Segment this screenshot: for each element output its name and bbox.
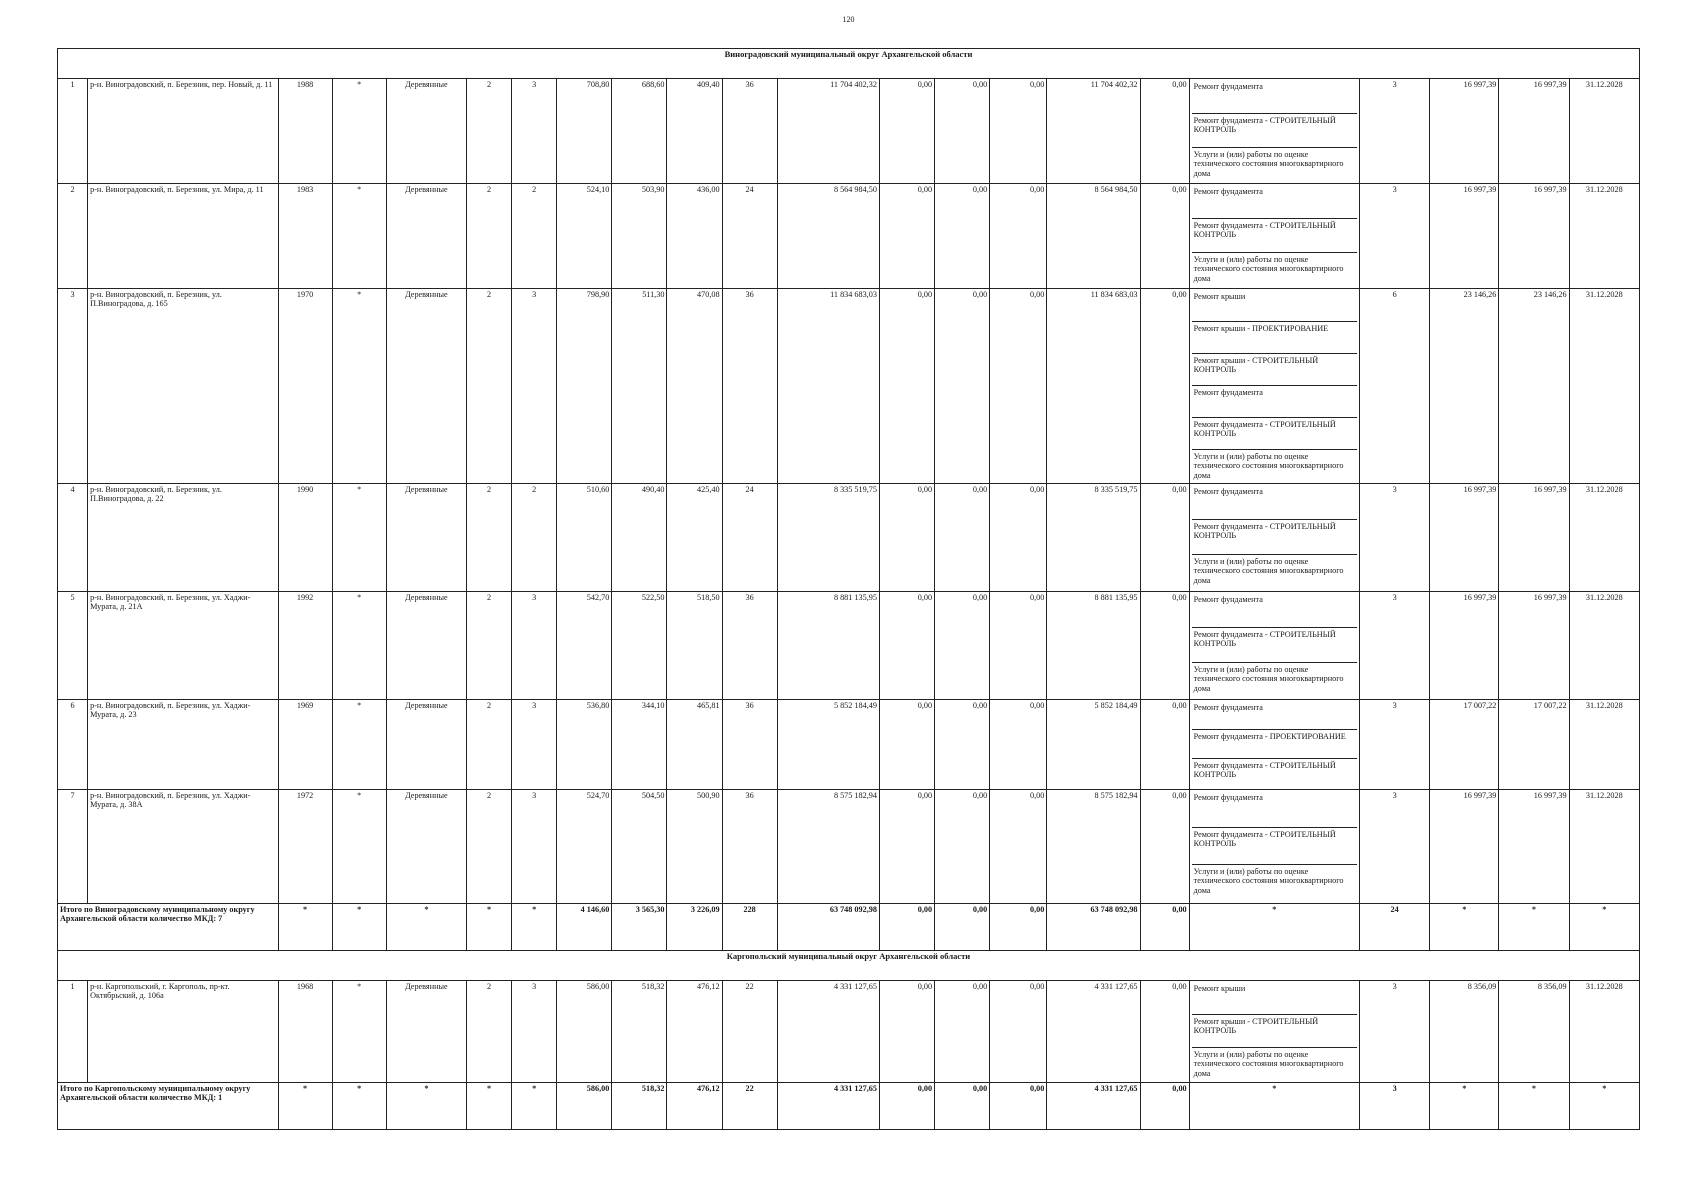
fund-own-cell: 11 834 683,03 [1047,289,1140,484]
cost-total-cell: 4 331 127,65 [777,981,879,1083]
renov-cell: * [332,484,386,592]
total-works: * [1189,1083,1359,1130]
area-own-cell: 476,12 [667,981,722,1083]
area-own-cell: 465,81 [667,700,722,790]
area-own-cell: 436,00 [667,184,722,289]
row-number: 4 [58,484,88,592]
work-item: Ремонт фундамента [1192,185,1357,219]
works-list [1192,290,1357,482]
works-count-cell: 3 [1360,79,1430,184]
row-number: 1 [58,79,88,184]
fund-other-cell: 0,00 [1140,790,1189,904]
area-res-cell: 344,10 [612,700,667,790]
unit-max-cell: 16 997,39 [1499,592,1569,700]
table-row [58,981,1640,1083]
area-total-cell: 510,60 [557,484,612,592]
floors-cell: 2 [466,790,511,904]
year-cell: 1970 [278,289,332,484]
year-cell: 1969 [278,700,332,790]
works-list [1192,593,1357,698]
work-item: Ремонт крыши - ПРОЕКТИРОВАНИЕ [1192,322,1357,354]
total-fund-own: 63 748 092,98 [1047,904,1140,951]
fund-fed-cell: 0,00 [879,184,934,289]
entrances-cell: 3 [512,790,557,904]
works-list [1192,485,1357,590]
total-fund-other: 0,00 [1140,1083,1189,1130]
fund-other-cell: 0,00 [1140,79,1189,184]
total-deadline: * [1569,1083,1639,1130]
fund-mun-cell: 0,00 [990,484,1047,592]
area-total-cell: 524,70 [557,790,612,904]
walls-cell: Деревянные [386,289,466,484]
works-count-cell: 3 [1360,592,1430,700]
row-number: 2 [58,184,88,289]
section-header-row [58,49,1640,79]
renov-cell: * [332,981,386,1083]
address-cell: р-н. Виноградовский, п. Березник, ул. Хаджи-Мурата, д. 21А [88,592,278,700]
table-row [58,700,1640,790]
unit-cost-cell: 16 997,39 [1430,484,1499,592]
residents-cell: 22 [722,981,777,1083]
cost-total-cell: 11 834 683,03 [777,289,879,484]
fund-fed-cell: 0,00 [879,592,934,700]
work-item: Ремонт фундамента - СТРОИТЕЛЬНЫЙ КОНТРОЛЬ [1192,520,1357,555]
entrances-cell: 3 [512,981,557,1083]
fund-reg-cell: 0,00 [935,484,990,592]
work-item: Ремонт фундамента [1192,386,1357,418]
works-count-cell: 6 [1360,289,1430,484]
fund-other-cell: 0,00 [1140,289,1189,484]
total-entrances: * [512,904,557,951]
floors-cell: 2 [466,700,511,790]
total-fund-fed: 0,00 [879,1083,934,1130]
total-area-res: 3 565,30 [612,904,667,951]
fund-own-cell: 8 564 984,50 [1047,184,1140,289]
row-number: 1 [58,981,88,1083]
area-total-cell: 524,10 [557,184,612,289]
works-count-cell: 3 [1360,700,1430,790]
work-item: Услуги и (или) работы по оценке технического состояния многоквартирного дома [1193,1050,1344,1078]
fund-fed-cell: 0,00 [879,289,934,484]
works-cell [1189,790,1359,904]
work-item: Ремонт фундамента - СТРОИТЕЛЬНЫЙ КОНТРОЛЬ [1192,418,1357,450]
works-cell [1189,184,1359,289]
fund-fed-cell: 0,00 [879,79,934,184]
unit-max-cell: 16 997,39 [1499,484,1569,592]
fund-own-cell: 8 881 135,95 [1047,592,1140,700]
residents-cell: 36 [722,592,777,700]
unit-max-cell: 23 146,26 [1499,289,1569,484]
work-item: Ремонт фундамента [1192,791,1357,828]
fund-mun-cell: 0,00 [990,700,1047,790]
total-floors: * [466,904,511,951]
fund-mun-cell: 0,00 [990,79,1047,184]
floors-cell: 2 [466,184,511,289]
table-row [58,289,1640,484]
work-item: Услуги и (или) работы по оценке технического состояния многоквартирного дома [1193,867,1344,895]
program-table-wrapper [57,48,1640,1130]
total-count: 3 [1360,1083,1430,1130]
address-cell: р-н. Виноградовский, п. Березник, ул. Мира, д. 11 [88,184,278,289]
address-cell: р-н. Виноградовский, п. Березник, ул. Хаджи-Мурата, д. 23 [88,700,278,790]
works-cell [1189,79,1359,184]
unit-cost-cell: 16 997,39 [1430,790,1499,904]
work-item: Ремонт фундамента - СТРОИТЕЛЬНЫЙ КОНТРОЛЬ [1192,828,1357,865]
area-res-cell: 504,50 [612,790,667,904]
total-residents: 22 [722,1083,777,1130]
address-cell: р-н. Виноградовский, п. Березник, ул. П.Виноградова, д. 165 [88,289,278,484]
fund-other-cell: 0,00 [1140,484,1189,592]
entrances-cell: 3 [512,700,557,790]
area-res-cell: 522,50 [612,592,667,700]
total-count: 24 [1360,904,1430,951]
unit-max-cell: 16 997,39 [1499,184,1569,289]
unit-cost-cell: 17 007,22 [1430,700,1499,790]
fund-reg-cell: 0,00 [935,700,990,790]
floors-cell: 2 [466,484,511,592]
total-fund-mun: 0,00 [990,904,1047,951]
cost-total-cell: 8 564 984,50 [777,184,879,289]
entrances-cell: 2 [512,184,557,289]
work-item: Ремонт фундамента - СТРОИТЕЛЬНЫЙ КОНТРОЛЬ [1192,628,1357,663]
total-unit-cost: * [1430,904,1499,951]
table-row [58,592,1640,700]
walls-cell: Деревянные [386,981,466,1083]
area-total-cell: 708,80 [557,79,612,184]
year-cell: 1968 [278,981,332,1083]
work-item: Услуги и (или) работы по оценке технического состояния многоквартирного дома [1193,665,1344,693]
area-res-cell: 503,90 [612,184,667,289]
work-item: Ремонт крыши - СТРОИТЕЛЬНЫЙ КОНТРОЛЬ [1192,1015,1357,1048]
cost-total-cell: 8 881 135,95 [777,592,879,700]
work-item: Услуги и (или) работы по оценке технического состояния многоквартирного дома [1193,255,1344,283]
row-number: 5 [58,592,88,700]
total-area-own: 3 226,09 [667,904,722,951]
walls-cell: Деревянные [386,484,466,592]
cost-total-cell: 5 852 184,49 [777,700,879,790]
deadline-cell: 31.12.2028 [1569,484,1639,592]
total-unit-cost: * [1430,1083,1499,1130]
total-fund-other: 0,00 [1140,904,1189,951]
deadline-cell: 31.12.2028 [1569,289,1639,484]
works-cell [1189,289,1359,484]
deadline-cell: 31.12.2028 [1569,184,1639,289]
floors-cell: 2 [466,79,511,184]
area-res-cell: 490,40 [612,484,667,592]
year-cell: 1992 [278,592,332,700]
walls-cell: Деревянные [386,592,466,700]
total-area-total: 586,00 [557,1083,612,1130]
floors-cell: 2 [466,981,511,1083]
total-fund-mun: 0,00 [990,1083,1047,1130]
work-item: Ремонт фундамента - СТРОИТЕЛЬНЫЙ КОНТРОЛЬ [1192,114,1357,148]
works-list [1192,185,1357,287]
program-table [57,48,1640,1130]
work-item: Услуги и (или) работы по оценке технического состояния многоквартирного дома [1193,557,1344,585]
year-cell: 1983 [278,184,332,289]
table-row [58,79,1640,184]
fund-fed-cell: 0,00 [879,790,934,904]
fund-own-cell: 11 704 402,32 [1047,79,1140,184]
work-item: Ремонт крыши - СТРОИТЕЛЬНЫЙ КОНТРОЛЬ [1192,354,1357,386]
cost-total-cell: 8 335 519,75 [777,484,879,592]
fund-mun-cell: 0,00 [990,592,1047,700]
unit-cost-cell: 8 356,09 [1430,981,1499,1083]
residents-cell: 36 [722,700,777,790]
works-list [1192,80,1357,182]
cost-total-cell: 11 704 402,32 [777,79,879,184]
renov-cell: * [332,700,386,790]
work-item: Ремонт фундамента - СТРОИТЕЛЬНЫЙ КОНТРОЛЬ [1192,219,1357,253]
total-renov: * [332,1083,386,1130]
total-fund-own: 4 331 127,65 [1047,1083,1140,1130]
deadline-cell: 31.12.2028 [1569,981,1639,1083]
work-item: Ремонт крыши [1192,982,1357,1015]
fund-own-cell: 8 575 182,94 [1047,790,1140,904]
year-cell: 1988 [278,79,332,184]
row-number: 3 [58,289,88,484]
work-item: Ремонт фундамента [1192,485,1357,520]
year-cell: 1972 [278,790,332,904]
entrances-cell: 3 [512,592,557,700]
fund-reg-cell: 0,00 [935,981,990,1083]
total-cost-total: 4 331 127,65 [777,1083,879,1130]
section-title: Каргопольский муниципальный округ Архангельской области [58,951,1640,981]
works-count-cell: 3 [1360,790,1430,904]
unit-max-cell: 17 007,22 [1499,700,1569,790]
deadline-cell: 31.12.2028 [1569,592,1639,700]
total-fund-fed: 0,00 [879,904,934,951]
residents-cell: 36 [722,289,777,484]
work-item: Ремонт фундамента [1192,80,1357,114]
work-item: Ремонт фундамента [1192,701,1357,730]
fund-other-cell: 0,00 [1140,981,1189,1083]
area-res-cell: 688,60 [612,79,667,184]
works-cell [1189,484,1359,592]
unit-max-cell: 16 997,39 [1499,790,1569,904]
address-cell: р-н. Виноградовский, п. Березник, пер. Новый, д. 11 [88,79,278,184]
area-res-cell: 511,30 [612,289,667,484]
section-title: Виноградовский муниципальный округ Архангельской области [58,49,1640,79]
works-count-cell: 3 [1360,484,1430,592]
total-area-own: 476,12 [667,1083,722,1130]
fund-own-cell: 8 335 519,75 [1047,484,1140,592]
fund-other-cell: 0,00 [1140,184,1189,289]
work-item: Услуги и (или) работы по оценке технического состояния многоквартирного дома [1193,452,1344,480]
area-total-cell: 798,90 [557,289,612,484]
work-item: Ремонт фундамента - ПРОЕКТИРОВАНИЕ [1192,730,1357,759]
year-cell: 1990 [278,484,332,592]
unit-cost-cell: 16 997,39 [1430,184,1499,289]
fund-own-cell: 5 852 184,49 [1047,700,1140,790]
total-unit-max: * [1499,1083,1569,1130]
page-number: 120 [842,15,855,24]
walls-cell: Деревянные [386,184,466,289]
works-cell [1189,981,1359,1083]
renov-cell: * [332,184,386,289]
total-cost-total: 63 748 092,98 [777,904,879,951]
fund-reg-cell: 0,00 [935,79,990,184]
row-number: 6 [58,700,88,790]
total-row [58,1083,1640,1130]
area-total-cell: 536,80 [557,700,612,790]
renov-cell: * [332,79,386,184]
area-res-cell: 518,32 [612,981,667,1083]
area-own-cell: 409,40 [667,79,722,184]
total-deadline: * [1569,904,1639,951]
fund-other-cell: 0,00 [1140,592,1189,700]
area-own-cell: 470,08 [667,289,722,484]
area-own-cell: 500,90 [667,790,722,904]
work-item: Ремонт фундамента - СТРОИТЕЛЬНЫЙ КОНТРОЛЬ [1193,761,1336,780]
fund-reg-cell: 0,00 [935,592,990,700]
section-header-row [58,951,1640,981]
total-renov: * [332,904,386,951]
works-cell [1189,592,1359,700]
works-list [1192,982,1357,1081]
area-total-cell: 542,70 [557,592,612,700]
total-label: Итого по Каргопольскому муниципальному округу Архангельской области количество МКД: 1 [58,1083,279,1130]
total-fund-reg: 0,00 [935,904,990,951]
fund-reg-cell: 0,00 [935,289,990,484]
total-works: * [1189,904,1359,951]
table-row [58,184,1640,289]
works-count-cell: 3 [1360,184,1430,289]
residents-cell: 36 [722,790,777,904]
address-cell: р-н. Виноградовский, п. Березник, ул. Хаджи-Мурата, д. 38А [88,790,278,904]
residents-cell: 36 [722,79,777,184]
total-walls: * [386,1083,466,1130]
entrances-cell: 2 [512,484,557,592]
table-row [58,484,1640,592]
works-list [1192,701,1357,788]
deadline-cell: 31.12.2028 [1569,700,1639,790]
total-year: * [278,1083,332,1130]
area-own-cell: 425,40 [667,484,722,592]
works-list [1192,791,1357,902]
work-item: Услуги и (или) работы по оценке технического состояния многоквартирного дома [1193,150,1344,178]
floors-cell: 2 [466,289,511,484]
unit-max-cell: 8 356,09 [1499,981,1569,1083]
residents-cell: 24 [722,184,777,289]
total-unit-max: * [1499,904,1569,951]
residents-cell: 24 [722,484,777,592]
deadline-cell: 31.12.2028 [1569,79,1639,184]
total-residents: 228 [722,904,777,951]
fund-fed-cell: 0,00 [879,981,934,1083]
renov-cell: * [332,790,386,904]
total-entrances: * [512,1083,557,1130]
entrances-cell: 3 [512,289,557,484]
fund-fed-cell: 0,00 [879,484,934,592]
total-area-res: 518,32 [612,1083,667,1130]
fund-mun-cell: 0,00 [990,184,1047,289]
works-cell [1189,700,1359,790]
fund-mun-cell: 0,00 [990,981,1047,1083]
walls-cell: Деревянные [386,700,466,790]
work-item: Ремонт крыши [1192,290,1357,322]
fund-reg-cell: 0,00 [935,184,990,289]
total-label: Итого по Виноградовскому муниципальному округу Архангельской области количество МКД: 7 [58,904,279,951]
unit-max-cell: 16 997,39 [1499,79,1569,184]
address-cell: р-н. Виноградовский, п. Березник, ул. П.Виноградова, д. 22 [88,484,278,592]
total-year: * [278,904,332,951]
entrances-cell: 3 [512,79,557,184]
unit-cost-cell: 16 997,39 [1430,79,1499,184]
floors-cell: 2 [466,592,511,700]
cost-total-cell: 8 575 182,94 [777,790,879,904]
renov-cell: * [332,289,386,484]
total-walls: * [386,904,466,951]
unit-cost-cell: 23 146,26 [1430,289,1499,484]
total-floors: * [466,1083,511,1130]
fund-own-cell: 4 331 127,65 [1047,981,1140,1083]
fund-mun-cell: 0,00 [990,289,1047,484]
fund-reg-cell: 0,00 [935,790,990,904]
fund-fed-cell: 0,00 [879,700,934,790]
fund-mun-cell: 0,00 [990,790,1047,904]
works-count-cell: 3 [1360,981,1430,1083]
area-own-cell: 518,50 [667,592,722,700]
deadline-cell: 31.12.2028 [1569,790,1639,904]
table-row [58,790,1640,904]
fund-other-cell: 0,00 [1140,700,1189,790]
walls-cell: Деревянные [386,79,466,184]
total-area-total: 4 146,60 [557,904,612,951]
total-row [58,904,1640,951]
total-fund-reg: 0,00 [935,1083,990,1130]
area-total-cell: 586,00 [557,981,612,1083]
renov-cell: * [332,592,386,700]
walls-cell: Деревянные [386,790,466,904]
address-cell: р-н. Каргопольский, г. Каргополь, пр-кт. Октябрьский, д. 106а [88,981,278,1083]
unit-cost-cell: 16 997,39 [1430,592,1499,700]
work-item: Ремонт фундамента [1192,593,1357,628]
row-number: 7 [58,790,88,904]
